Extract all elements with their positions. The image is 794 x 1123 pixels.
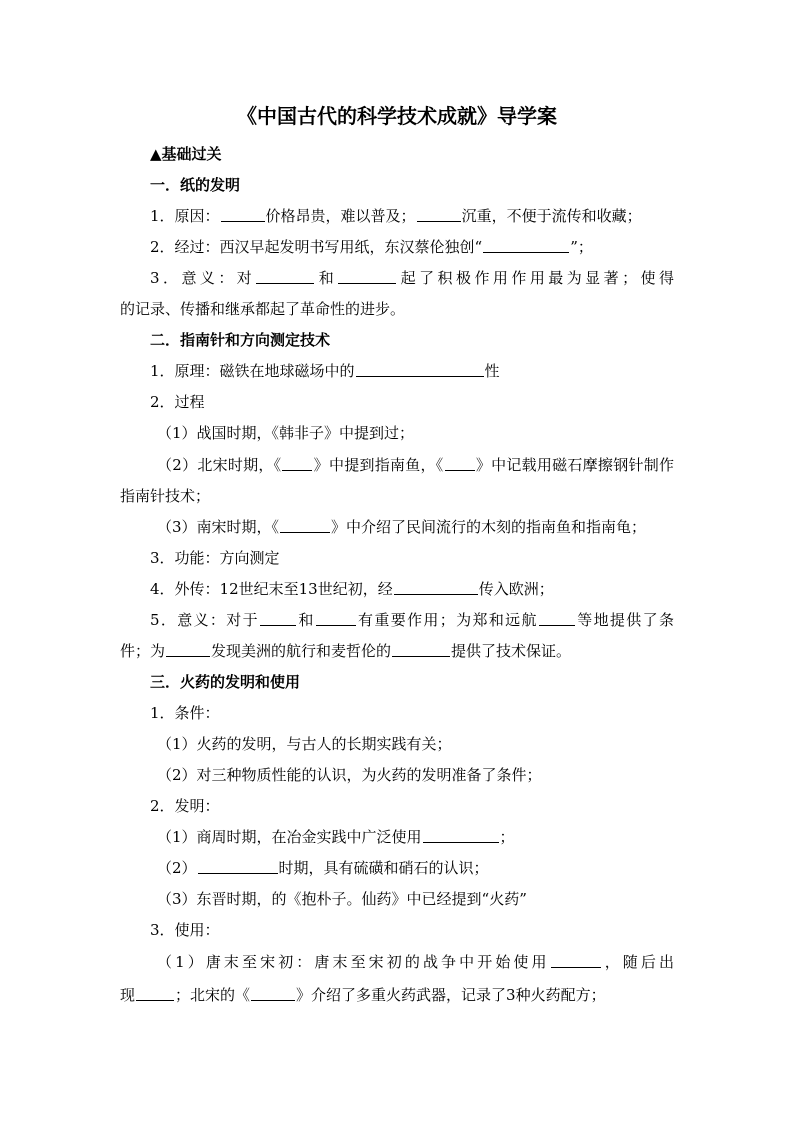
fill-blank[interactable] [251,986,295,1001]
compass-significance-text-3: 件；为 [120,642,166,660]
compass-significance-text-1: 有重要作用；为郑和远航 [356,611,538,629]
compass-process-3 [157,515,646,539]
compass-significance-label: 5．意义：对于 [150,611,259,629]
gunpowder-conditions-label: 1．条件： [150,704,220,722]
paper-reason-label: 1．原因： [150,207,220,225]
paper-significance-text: 起了积极作用作用最为显著；使得 [397,269,674,287]
paper-significance-line [150,266,674,290]
fill-blank[interactable] [256,269,314,284]
fill-blank[interactable] [551,953,601,968]
compass-spread-end: 传入欧洲； [478,580,554,598]
compass-spread-text: 4．外传：12世纪末至13世纪初，经 [150,580,393,598]
compass-process-2-line-2: 指南针技术； [120,487,211,505]
fill-blank[interactable] [356,362,484,377]
compass-process-2-text-2: 》中提到指南鱼，《 [313,456,444,474]
paper-process-end: ”； [570,238,593,256]
compass-significance-and: 和 [296,611,315,629]
compass-significance-text-4: 发现美洲的航行和麦哲伦的 [211,642,392,660]
paper-process-line [150,235,593,259]
gunpowder-usage-1-text-2: ，随后出 [601,953,674,971]
compass-process-1: （1）战国时期，《韩非子》中提到过； [157,424,415,442]
paper-significance-label: 3．意义：对 [150,269,256,287]
gunpowder-usage-1-line-2 [120,983,606,1007]
gunpowder-usage-1-text-3: 现 [120,986,136,1004]
fill-blank[interactable] [260,611,296,626]
gunpowder-invention-1-end: ； [499,828,515,846]
compass-process-3-text-2: 》中介绍了民间流行的木刻的指南鱼和指南龟； [331,518,647,536]
gunpowder-condition-2: （2）对三种物质性能的认识，为火药的发明准备了条件； [157,766,542,784]
compass-process-2 [157,453,674,477]
paper-significance-line-2: 的记录、传播和继承都起了革命性的进步。 [120,300,406,318]
fill-blank[interactable] [394,580,478,595]
paper-significance-and: 和 [315,269,338,287]
gunpowder-invention-2-text: 时期，具有硫磺和硝石的认识； [278,859,489,877]
paper-process-text: 2．经过：西汉早起发明书写用纸，东汉蔡伦独创“ [150,238,483,256]
gunpowder-usage-1-text-1: （1）唐末至宋初：唐末至宋初的战争中开始使用 [157,953,550,971]
fill-blank[interactable] [423,828,499,843]
gunpowder-invention-1 [157,825,515,849]
paper-reason-line [150,204,642,228]
gunpowder-usage-1-text-5: 》介绍了多重火药武器，记录了3种火药配方； [296,986,606,1004]
section-paper-heading: 一．纸的发明 [150,176,241,194]
paper-reason-text-2: 沉重，不便于流传和收藏； [461,207,642,225]
section-gunpowder-heading: 三．火药的发明和使用 [150,673,301,691]
fill-blank[interactable] [166,642,210,657]
gunpowder-invention-2-label: （2） [157,859,197,877]
compass-process-2-text-1: （2）北宋时期，《 [157,456,282,474]
compass-process-label: 2．过程 [150,393,205,411]
compass-process-2-text-3: 》中记载用磁石摩擦钢针制作 [475,456,674,474]
fill-blank[interactable] [282,456,312,471]
compass-significance-line [150,608,674,632]
compass-process-3-text-1: （3）南宋时期，《 [157,518,280,536]
gunpowder-invention-2 [157,856,489,880]
page-title: 《中国古代的科学技术成就》导学案 [237,104,557,128]
fill-blank[interactable] [338,269,396,284]
compass-spread-line [150,577,554,601]
fill-blank[interactable] [483,238,569,253]
compass-significance-line-2 [120,639,571,663]
fill-blank[interactable] [392,642,450,657]
section-basic-heading: ▲基础过关 [150,145,222,163]
compass-principle-end: 性 [484,362,500,380]
paper-reason-text-1: 价格昂贵，难以普及； [265,207,416,225]
gunpowder-invention-label: 2．发明： [150,797,220,815]
compass-principle-line [150,359,500,383]
compass-significance-text-2: 等地提供了条 [575,611,674,629]
gunpowder-invention-1-text: （1）商周时期，在冶金实践中广泛使用 [157,828,422,846]
fill-blank[interactable] [280,518,330,533]
fill-blank[interactable] [198,859,278,874]
gunpowder-condition-1: （1）火药的发明，与古人的长期实践有关； [157,735,452,753]
fill-blank[interactable] [445,456,475,471]
gunpowder-usage-1-text-4: ；北宋的《 [175,986,251,1004]
gunpowder-usage-label: 3．使用： [150,921,220,939]
compass-principle-text: 1．原理：磁铁在地球磁场中的 [150,362,355,380]
compass-function-line: 3．功能：方向测定 [150,549,280,567]
fill-blank[interactable] [221,207,265,222]
section-compass-heading: 二．指南针和方向测定技术 [150,331,331,349]
fill-blank[interactable] [136,986,174,1001]
fill-blank[interactable] [417,207,461,222]
compass-significance-text-5: 提供了技术保证。 [451,642,572,660]
fill-blank[interactable] [316,611,356,626]
gunpowder-usage-1 [157,950,674,974]
fill-blank[interactable] [539,611,575,626]
gunpowder-invention-3: （3）东晋时期，的《抱朴子。仙药》中已经提到“火药” [157,890,527,908]
